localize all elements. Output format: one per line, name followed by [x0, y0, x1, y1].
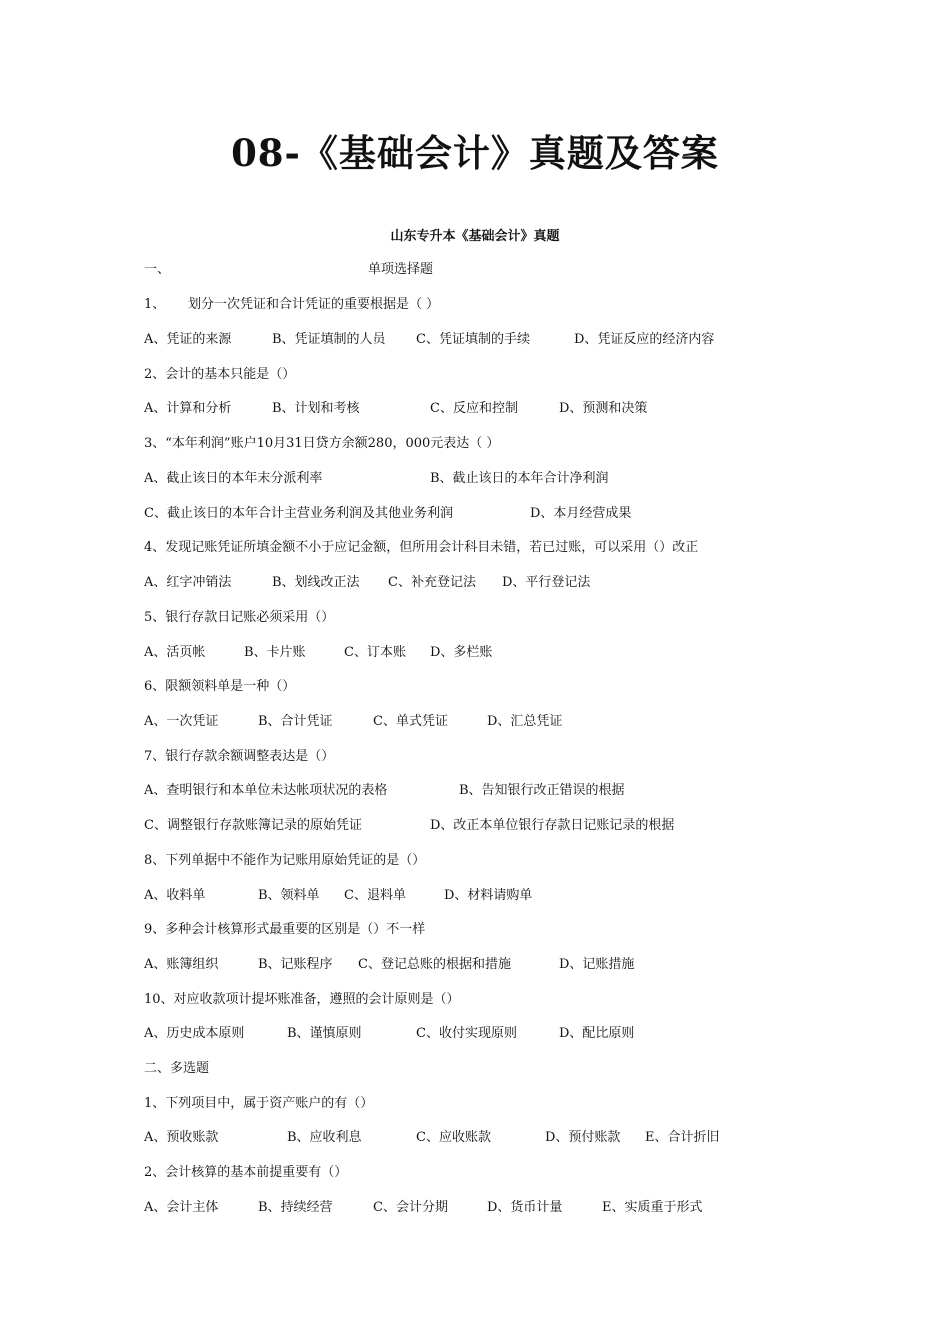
option-c: C、应收账款 [416, 1130, 491, 1145]
question-10 [144, 990, 764, 1010]
question-6 [144, 677, 764, 697]
multi-question-2 [144, 1163, 764, 1183]
option-a: A、收料单 [144, 888, 206, 903]
question-text: 1、下列项目中，属于资产账户的有（） [144, 1096, 374, 1111]
option-b: B、应收利息 [287, 1130, 362, 1145]
option-a: A、红字冲销法 [144, 575, 232, 590]
option-a: A、账簿组织 [144, 957, 219, 972]
section-title: 单项选择题 [368, 262, 434, 277]
question-2 [144, 365, 764, 385]
question-text: 8、下列单据中不能作为记账用原始凭证的是（） [144, 853, 426, 868]
option-c: C、截止该日的本年合计主营业务利润及其他业务利润 [144, 506, 453, 521]
question-8-options [144, 886, 764, 906]
option-c: C、反应和控制 [430, 401, 518, 416]
option-a: A、计算和分析 [144, 401, 232, 416]
section-heading-single-choice [144, 260, 764, 280]
option-a: A、历史成本原则 [144, 1026, 245, 1041]
option-c: C、调整银行存款账簿记录的原始凭证 [144, 818, 362, 833]
option-a: A、活页帐 [144, 645, 206, 660]
question-text: 5、银行存款日记账必须采用（） [144, 610, 335, 625]
question-7 [144, 747, 764, 767]
option-d: D、货币计量 [487, 1200, 563, 1215]
option-b: B、划线改正法 [272, 575, 360, 590]
question-text: 划分一次凭证和合计凭证的重要根据是（ ） [188, 297, 440, 312]
question-1-options [144, 330, 764, 350]
option-d: D、平行登记法 [502, 575, 591, 590]
option-b: B、凭证填制的人员 [272, 332, 386, 347]
option-b: B、合计凭证 [258, 714, 333, 729]
document-title: 08-《基础会计》真题及答案 [231, 131, 719, 175]
section-title: 二、多选题 [144, 1061, 210, 1076]
question-9 [144, 920, 764, 940]
option-d: D、本月经营成果 [530, 506, 632, 521]
multi-question-1-options [144, 1128, 764, 1148]
option-b: B、领料单 [258, 888, 320, 903]
section-number: 一、 [144, 262, 171, 277]
option-d: D、材料请购单 [444, 888, 533, 903]
multi-question-1 [144, 1094, 764, 1114]
question-6-options [144, 712, 764, 732]
option-c: C、会计分期 [373, 1200, 448, 1215]
question-3-options-row2 [144, 504, 764, 524]
option-c: C、订本账 [344, 645, 406, 660]
option-d: D、改正本单位银行存款日记账记录的根据 [430, 818, 675, 833]
option-b: B、记账程序 [258, 957, 333, 972]
question-text: 4、发现记账凭证所填金额不小于应记金额，但所用会计科目未错，若已过账，可以采用（）改正 [144, 540, 699, 555]
question-text: 6、限额领料单是一种（） [144, 679, 296, 694]
document-subtitle: 山东专升本《基础会计》真题 [390, 229, 560, 244]
option-a: A、会计主体 [144, 1200, 219, 1215]
question-3 [144, 434, 764, 454]
option-b: B、谨慎原则 [287, 1026, 362, 1041]
option-e: E、合计折旧 [645, 1130, 720, 1145]
question-5 [144, 608, 764, 628]
option-c: C、凭证填制的手续 [416, 332, 530, 347]
option-c: C、退料单 [344, 888, 406, 903]
option-d: D、记账措施 [559, 957, 635, 972]
option-b: B、截止该日的本年合计净利润 [430, 471, 609, 486]
question-9-options [144, 955, 764, 975]
question-number: 1、 [144, 297, 166, 312]
option-d: D、配比原则 [559, 1026, 635, 1041]
question-4-options [144, 573, 764, 593]
question-text: 7、银行存款余额调整表达是（） [144, 749, 335, 764]
question-3-options-row1 [144, 469, 764, 489]
option-a: A、预收账款 [144, 1130, 219, 1145]
question-text: 2、会计的基本只能是（） [144, 367, 296, 382]
section-heading-multiple-choice [144, 1059, 764, 1079]
option-d: D、预付账款 [545, 1130, 621, 1145]
option-c: C、补充登记法 [388, 575, 476, 590]
question-1 [144, 295, 764, 315]
option-b: B、计划和考核 [272, 401, 360, 416]
question-text: 2、会计核算的基本前提重要有（） [144, 1165, 348, 1180]
option-c: C、单式凭证 [373, 714, 448, 729]
option-d: D、凭证反应的经济内容 [574, 332, 715, 347]
option-e: E、实质重于形式 [602, 1200, 703, 1215]
question-5-options [144, 643, 764, 663]
question-7-options-row1 [144, 781, 764, 801]
option-b: B、卡片账 [244, 645, 306, 660]
question-text: 10、对应收款项计提坏账准备，遵照的会计原则是（） [144, 992, 460, 1007]
question-10-options [144, 1024, 764, 1044]
question-7-options-row2 [144, 816, 764, 836]
question-8 [144, 851, 764, 871]
option-a: A、一次凭证 [144, 714, 219, 729]
option-a: A、查明银行和本单位未达帐项状况的表格 [144, 783, 388, 798]
option-d: D、预测和决策 [559, 401, 648, 416]
multi-question-2-options [144, 1198, 764, 1218]
option-c: C、收付实现原则 [416, 1026, 517, 1041]
option-d: D、多栏账 [430, 645, 493, 660]
option-b: B、告知银行改正错误的根据 [459, 783, 625, 798]
option-c: C、登记总账的根据和措施 [358, 957, 511, 972]
question-text: 9、多种会计核算形式最重要的区别是（）不一样 [144, 922, 426, 937]
option-a: A、截止该日的本年末分派利率 [144, 471, 323, 486]
option-b: B、持续经营 [258, 1200, 333, 1215]
option-a: A、凭证的来源 [144, 332, 232, 347]
question-2-options [144, 399, 764, 419]
question-text: 3、“本年利润”账户10月31日贷方余额280，000元表达（ ） [144, 436, 500, 451]
question-4 [144, 538, 764, 558]
option-d: D、汇总凭证 [487, 714, 563, 729]
